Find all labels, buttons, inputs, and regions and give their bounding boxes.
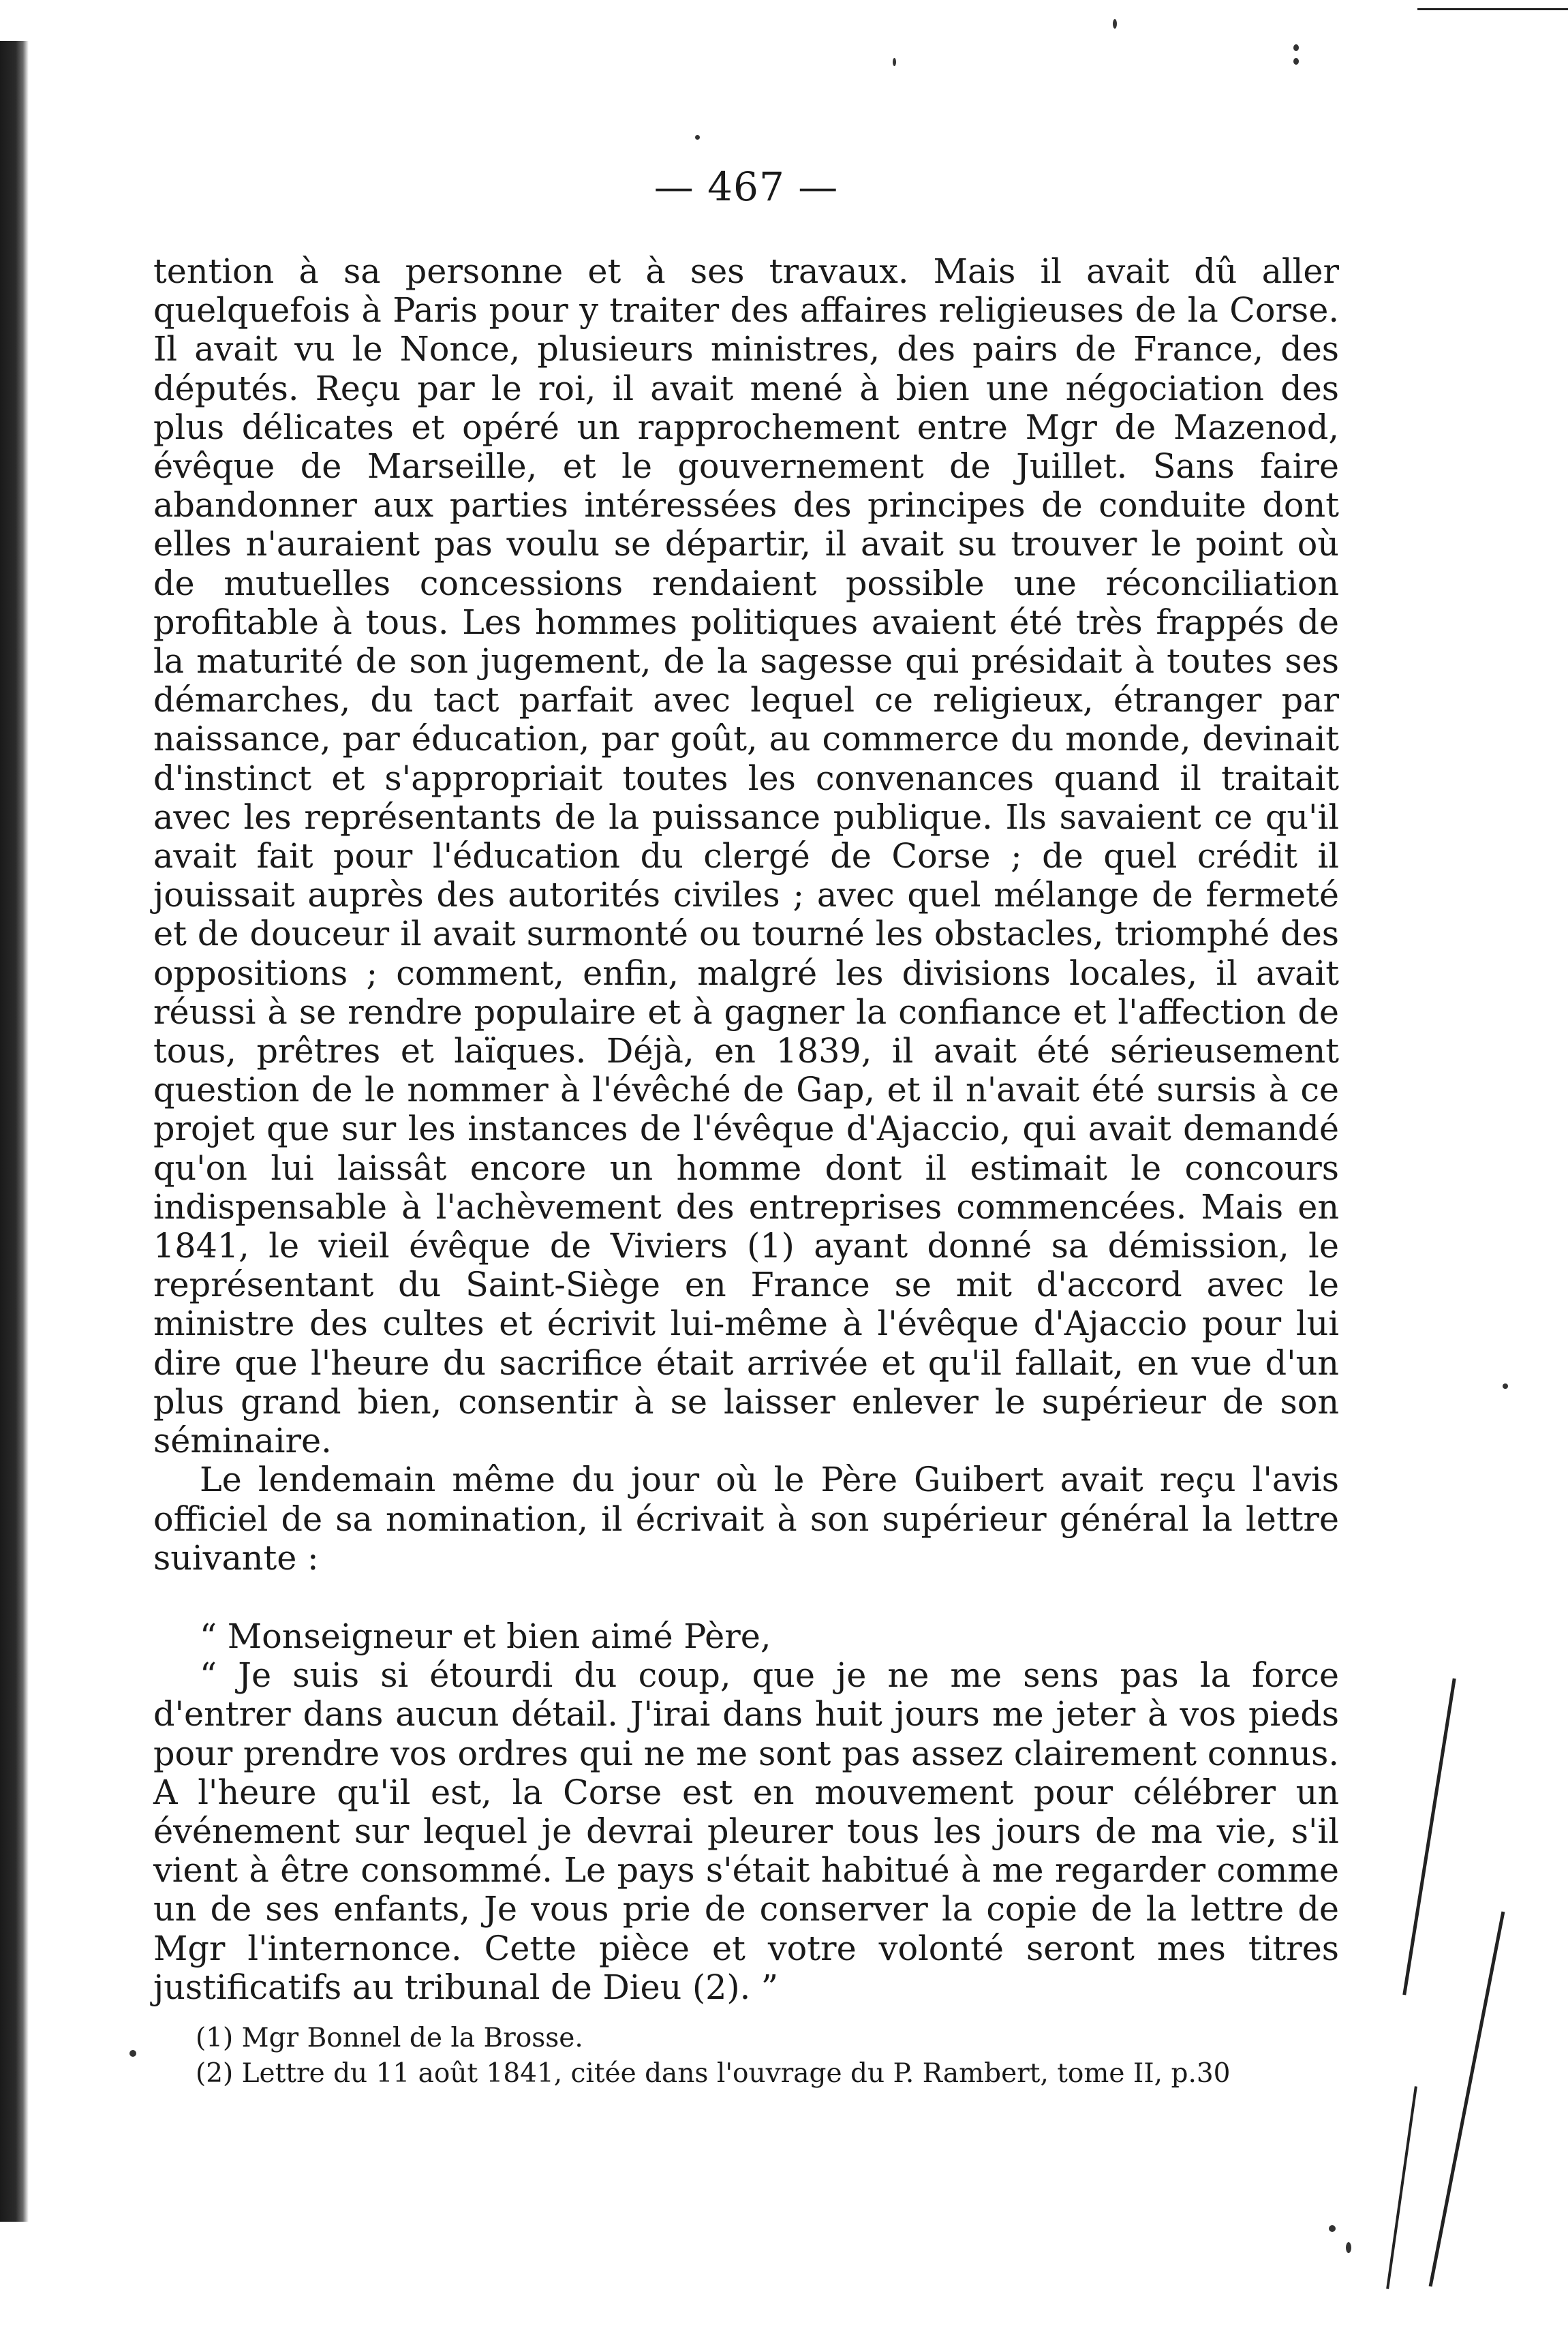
footnotes: [153, 2021, 1339, 2092]
body-paragraph-1: tention à sa personne et à ses travaux. Mais il avait dû aller quelquefois à Paris pour y traiter des affaires religieuses de la Corse. Il avait vu le Nonce, plusieurs ministres, des pairs de France, des députés. Reçu par le roi, il avait mené à bien une négociation des plus délicates et opéré un rapprochement entre Mgr de Mazenod, évêque de Marseille, et le gouvernement de Juillet. Sans faire abandonner aux parties intéressées des principes de conduite dont elles n'auraient pas voulu se départir, il avait su trouver le point où de mutuelles concessions rendaient possible une réconciliation profitable à tous. Les hommes politiques avaient été très frappés de la maturité de son jugement, de la sagesse qui présidait à toutes ses démarches, du tact parfait avec lequel ce religieux, étranger par naissance, par éducation, par goût, au commerce du monde, devinait d'instinct et s'appropriait toutes les convenances quand il traitait avec les représentants de la puissance publique. Ils savaient ce qu'il avait fait pour l'éducation du clergé de Corse ; de quel crédit il jouissait auprès des autorités civiles ; avec quel mélange de fermeté et de douceur il avait surmonté ou tourné les obstacles, triomphé des oppositions ; comment, enfin, malgré les divisions locales, il avait réussi à se rendre populaire et à gagner la confiance et l'affection de tous, prêtres et laïques. Déjà, en 1839, il avait été sérieusement question de le nommer à l'évêché de Gap, et il n'avait été sursis à ce projet que sur les instances de l'évêque d'Ajaccio, qui avait demandé qu'on lui laissât encore un homme dont il estimait le concours indispensable à l'achèvement des entreprises commencées. Mais en 1841, le vieil évêque de Viviers (1) ayant donné sa démission, le représentant du Saint-Siège en France se mit d'accord avec le ministre des cultes et écrivit lui-même à l'évêque d'Ajaccio pour lui dire que l'heure du sacrifice était arrivée et qu'il fallait, en vue d'un plus grand bien, consentir à se laisser enlever le supérieur de son séminaire.: [153, 251, 1339, 1461]
page-number: — 467 —: [654, 164, 839, 210]
letter-body: “ Je suis si étourdi du coup, que je ne me sens pas la force d'entrer dans aucun détail. J'irai dans huit jours me jeter à vos pieds pour prendre vos ordres qui ne me sont pas assez clairement connus. A l'heure qu'il est, la Corse est en mouvement pour célébrer un événement sur lequel je devrai pleurer tous les jours de ma vie, s'il vient à être consommé. Le pays s'était habitué à me regarder comme un de ses enfants, Je vous prie de conserver la copie de la lettre de Mgr l'internonce. Cette pièce et votre volonté seront mes titres justificatifs au tribunal de Dieu (2). ”: [153, 1655, 1339, 2007]
top-corner-rule: [1417, 8, 1568, 10]
margin-mark-line: [1386, 2086, 1417, 2289]
margin-mark-line: [1402, 1679, 1456, 1995]
page-content: [153, 164, 1339, 2092]
margin-mark-line: [1429, 1912, 1505, 2287]
letter-salutation: “ Monseigneur et bien aimé Père,: [200, 1616, 771, 1656]
body-paragraph-2: Le lendemain même du jour où le Père Guibert avait reçu l'avis officiel de sa nomination, il écrivait à son supérieur général la lettre suivante :: [153, 1460, 1339, 1578]
footnote-1: (1) Mgr Bonnel de la Brosse.: [196, 2022, 583, 2053]
book-spine-shadow: [0, 41, 29, 2222]
footnote-2: (2) Lettre du 11 août 1841, citée dans l'ouvrage du P. Rambert, tome II, p.30: [196, 2057, 1231, 2089]
